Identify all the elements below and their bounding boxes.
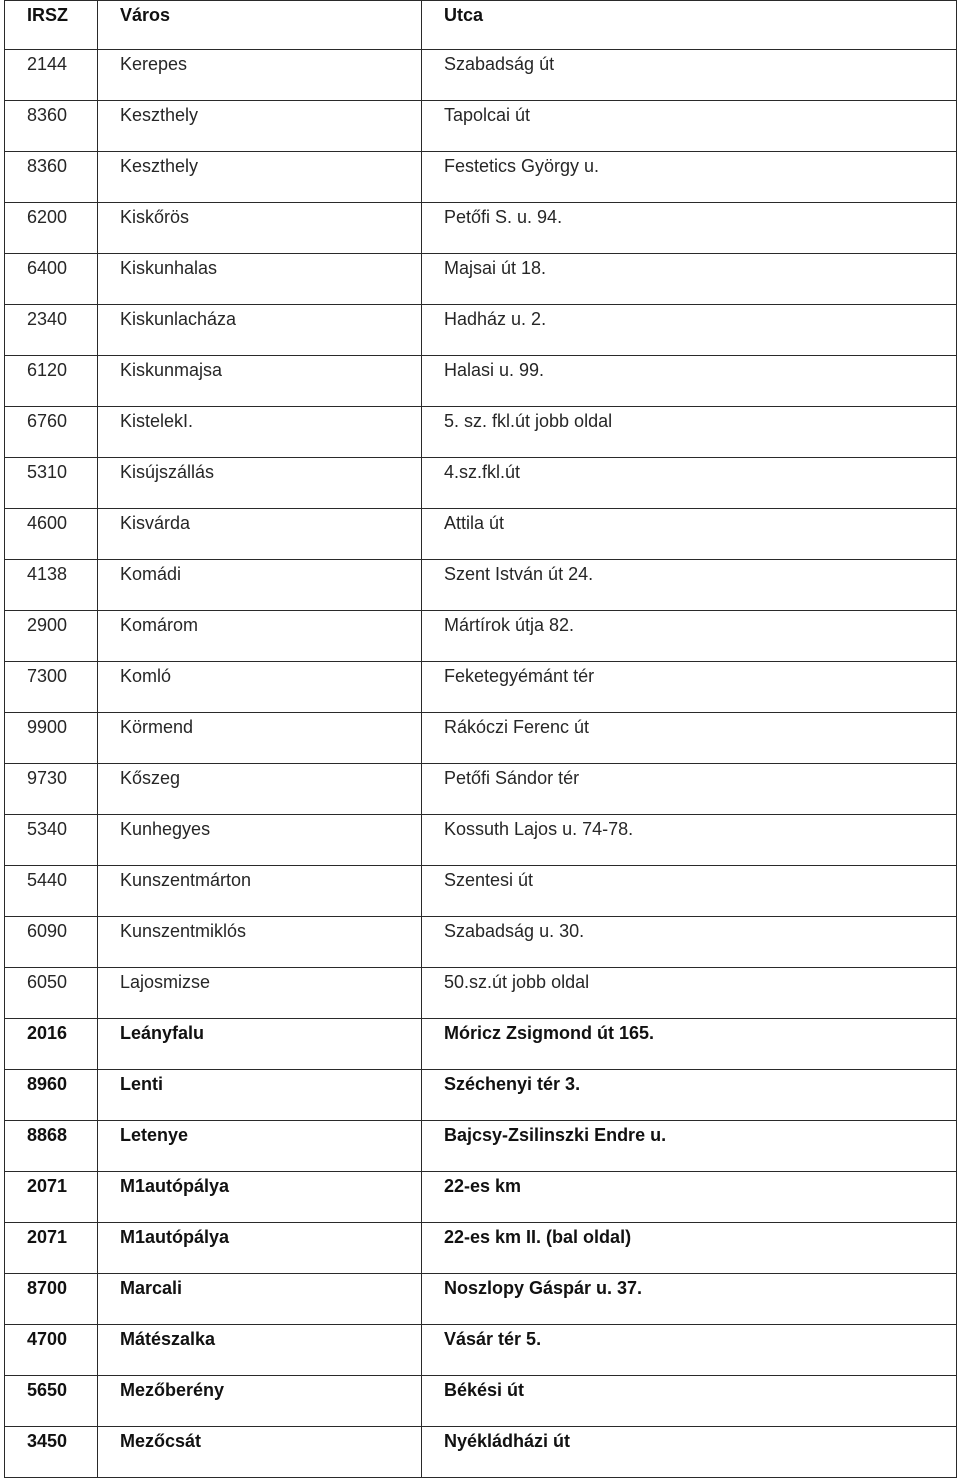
cell-varos: Kisvárda — [98, 509, 422, 560]
cell-utca: Bajcsy-Zsilinszki Endre u. — [422, 1121, 957, 1172]
table-row — [5, 866, 957, 917]
table-row — [5, 356, 957, 407]
cell-utca: Noszlopy Gáspár u. 37. — [422, 1274, 957, 1325]
table-row — [5, 254, 957, 305]
cell-varos: Kunhegyes — [98, 815, 422, 866]
table-row — [5, 764, 957, 815]
table-row — [5, 101, 957, 152]
cell-irsz: 2016 — [5, 1019, 98, 1070]
table-row — [5, 1223, 957, 1274]
cell-utca: Petőfi S. u. 94. — [422, 203, 957, 254]
cell-irsz: 4600 — [5, 509, 98, 560]
cell-varos: Letenye — [98, 1121, 422, 1172]
cell-irsz: 2071 — [5, 1223, 98, 1274]
cell-utca: 22-es km II. (bal oldal) — [422, 1223, 957, 1274]
table-row — [5, 917, 957, 968]
cell-utca: Széchenyi tér 3. — [422, 1070, 957, 1121]
cell-varos: Komádi — [98, 560, 422, 611]
cell-irsz: 4138 — [5, 560, 98, 611]
cell-varos: Kőszeg — [98, 764, 422, 815]
table-row — [5, 560, 957, 611]
cell-irsz: 6050 — [5, 968, 98, 1019]
table-row — [5, 305, 957, 356]
cell-varos: Mezőberény — [98, 1376, 422, 1427]
address-table-container — [4, 0, 956, 1478]
cell-irsz: 2144 — [5, 50, 98, 101]
cell-irsz: 9900 — [5, 713, 98, 764]
table-row — [5, 611, 957, 662]
cell-utca: Szabadság út — [422, 50, 957, 101]
cell-varos: M1autópálya — [98, 1223, 422, 1274]
cell-irsz: 2071 — [5, 1172, 98, 1223]
cell-irsz: 8960 — [5, 1070, 98, 1121]
cell-irsz: 5310 — [5, 458, 98, 509]
cell-utca: Mártírok útja 82. — [422, 611, 957, 662]
cell-varos: Keszthely — [98, 101, 422, 152]
table-header-row — [5, 1, 957, 50]
cell-utca: 5. sz. fkl.út jobb oldal — [422, 407, 957, 458]
cell-irsz: 2340 — [5, 305, 98, 356]
address-table — [4, 0, 957, 1478]
cell-irsz: 5440 — [5, 866, 98, 917]
cell-varos: Keszthely — [98, 152, 422, 203]
cell-varos: Körmend — [98, 713, 422, 764]
table-row — [5, 662, 957, 713]
cell-varos: M1autópálya — [98, 1172, 422, 1223]
cell-varos: Kiskőrös — [98, 203, 422, 254]
cell-utca: 4.sz.fkl.út — [422, 458, 957, 509]
table-row — [5, 1274, 957, 1325]
table-row — [5, 713, 957, 764]
cell-utca: Szent István út 24. — [422, 560, 957, 611]
table-row — [5, 1121, 957, 1172]
cell-varos: Kiskunhalas — [98, 254, 422, 305]
table-row — [5, 968, 957, 1019]
cell-varos: Kisújszállás — [98, 458, 422, 509]
cell-utca: Rákóczi Ferenc út — [422, 713, 957, 764]
table-row — [5, 50, 957, 101]
cell-varos: Marcali — [98, 1274, 422, 1325]
table-row — [5, 1070, 957, 1121]
cell-varos: Kerepes — [98, 50, 422, 101]
cell-varos: Lajosmizse — [98, 968, 422, 1019]
table-body — [5, 50, 957, 1478]
table-row — [5, 1325, 957, 1376]
table-row — [5, 1019, 957, 1070]
cell-varos: Lenti — [98, 1070, 422, 1121]
cell-varos: KistelekI. — [98, 407, 422, 458]
cell-irsz: 8360 — [5, 152, 98, 203]
cell-utca: Békési út — [422, 1376, 957, 1427]
cell-irsz: 6400 — [5, 254, 98, 305]
cell-utca: Feketegyémánt tér — [422, 662, 957, 713]
table-row — [5, 1427, 957, 1478]
cell-utca: Nyékládházi út — [422, 1427, 957, 1478]
cell-utca: Szentesi út — [422, 866, 957, 917]
cell-varos: Kunszentmiklós — [98, 917, 422, 968]
cell-irsz: 8360 — [5, 101, 98, 152]
cell-irsz: 6760 — [5, 407, 98, 458]
column-header-varos: Város — [98, 1, 422, 50]
cell-utca: Szabadság u. 30. — [422, 917, 957, 968]
cell-utca: 50.sz.út jobb oldal — [422, 968, 957, 1019]
table-row — [5, 1172, 957, 1223]
cell-irsz: 4700 — [5, 1325, 98, 1376]
table-row — [5, 1376, 957, 1427]
cell-irsz: 2900 — [5, 611, 98, 662]
cell-utca: Tapolcai út — [422, 101, 957, 152]
cell-utca: Majsai út 18. — [422, 254, 957, 305]
cell-utca: Petőfi Sándor tér — [422, 764, 957, 815]
cell-utca: Vásár tér 5. — [422, 1325, 957, 1376]
cell-irsz: 7300 — [5, 662, 98, 713]
table-row — [5, 509, 957, 560]
column-header-utca: Utca — [422, 1, 957, 50]
cell-utca: Kossuth Lajos u. 74-78. — [422, 815, 957, 866]
cell-irsz: 6200 — [5, 203, 98, 254]
cell-utca: Hadház u. 2. — [422, 305, 957, 356]
table-row — [5, 152, 957, 203]
cell-irsz: 8700 — [5, 1274, 98, 1325]
cell-utca: 22-es km — [422, 1172, 957, 1223]
table-row — [5, 203, 957, 254]
table-row — [5, 458, 957, 509]
cell-irsz: 5340 — [5, 815, 98, 866]
column-header-irsz: IRSZ — [5, 1, 98, 50]
cell-irsz: 3450 — [5, 1427, 98, 1478]
cell-irsz: 9730 — [5, 764, 98, 815]
cell-utca: Attila út — [422, 509, 957, 560]
cell-varos: Mátészalka — [98, 1325, 422, 1376]
cell-varos: Kiskunmajsa — [98, 356, 422, 407]
cell-varos: Komló — [98, 662, 422, 713]
cell-irsz: 8868 — [5, 1121, 98, 1172]
cell-varos: Komárom — [98, 611, 422, 662]
cell-irsz: 6090 — [5, 917, 98, 968]
cell-irsz: 5650 — [5, 1376, 98, 1427]
cell-varos: Mezőcsát — [98, 1427, 422, 1478]
cell-utca: Halasi u. 99. — [422, 356, 957, 407]
cell-utca: Festetics György u. — [422, 152, 957, 203]
table-row — [5, 407, 957, 458]
cell-utca: Móricz Zsigmond út 165. — [422, 1019, 957, 1070]
cell-varos: Kunszentmárton — [98, 866, 422, 917]
cell-varos: Leányfalu — [98, 1019, 422, 1070]
cell-irsz: 6120 — [5, 356, 98, 407]
cell-varos: Kiskunlacháza — [98, 305, 422, 356]
table-row — [5, 815, 957, 866]
